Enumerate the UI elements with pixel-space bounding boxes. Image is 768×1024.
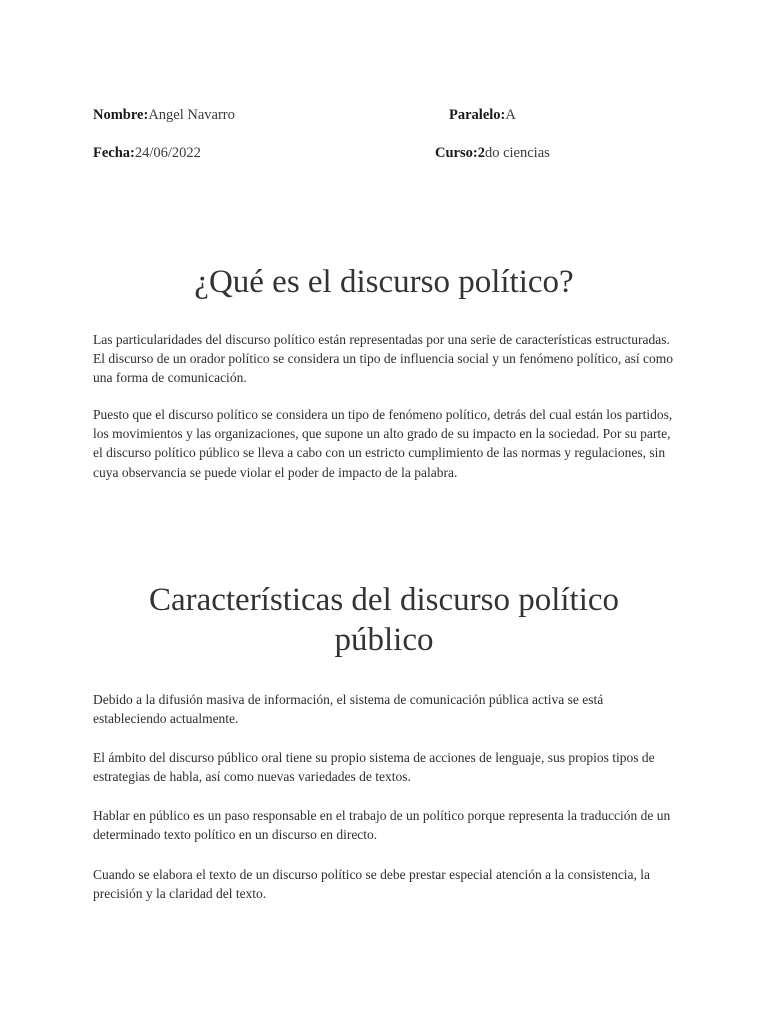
section1-paragraph-2: Puesto que el discurso político se considera un tipo de fenómeno político, detrás del cual están los partidos, los movimientos y las organizaciones, que supone un alto grado de su impacto en la sociedad. Por su parte, el discurso político público se lleva a cabo con un estricto cumplimiento de las normas y regulaciones, sin cuya observancia se puede violar el poder de impacto de la palabra. [93, 407, 673, 480]
section2-paragraph-4: Cuando se elabora el texto de un discurso político se debe prestar especial atención a la consistencia, la precisión y la claridad del texto. [93, 867, 651, 902]
section2-paragraph-3: Hablar en público es un paso responsable en el trabajo de un político porque representa la traducción de un determinado texto político en un discurso en directo. [93, 808, 671, 843]
nombre-label: Nombre: [93, 107, 149, 123]
fecha-field [93, 144, 201, 162]
paralelo-field [449, 106, 516, 124]
curso-value: do ciencias [484, 145, 550, 161]
nombre-value: Angel Navarro [148, 107, 235, 123]
paralelo-label: Paralelo: [449, 107, 506, 123]
section1-paragraph-1: Las particularidades del discurso político están representadas por una serie de características estructuradas. El discurso de un orador político se considera un tipo de influencia social y un fenómeno político, así como una forma de comunicación. [93, 332, 673, 386]
paralelo-value: A [505, 107, 516, 123]
section2-paragraph-1: Debido a la difusión masiva de información, el sistema de comunicación pública activa se está estableciendo actualmente. [93, 692, 604, 727]
fecha-value: 24/06/2022 [134, 145, 201, 161]
nombre-field [93, 106, 235, 124]
curso-field [435, 144, 550, 162]
curso-number: 2 [477, 145, 485, 161]
section-title-discurso-politico: ¿Qué es el discurso político? [194, 264, 574, 300]
fecha-label: Fecha: [93, 145, 135, 161]
section-title-caracteristicas: Características del discurso político público [148, 582, 620, 658]
section2-paragraph-2: El ámbito del discurso público oral tiene su propio sistema de acciones de lenguaje, sus propios tipos de estrategias de habla, así como nuevas variedades de textos. [93, 750, 655, 785]
curso-label: Curso: [435, 145, 478, 161]
